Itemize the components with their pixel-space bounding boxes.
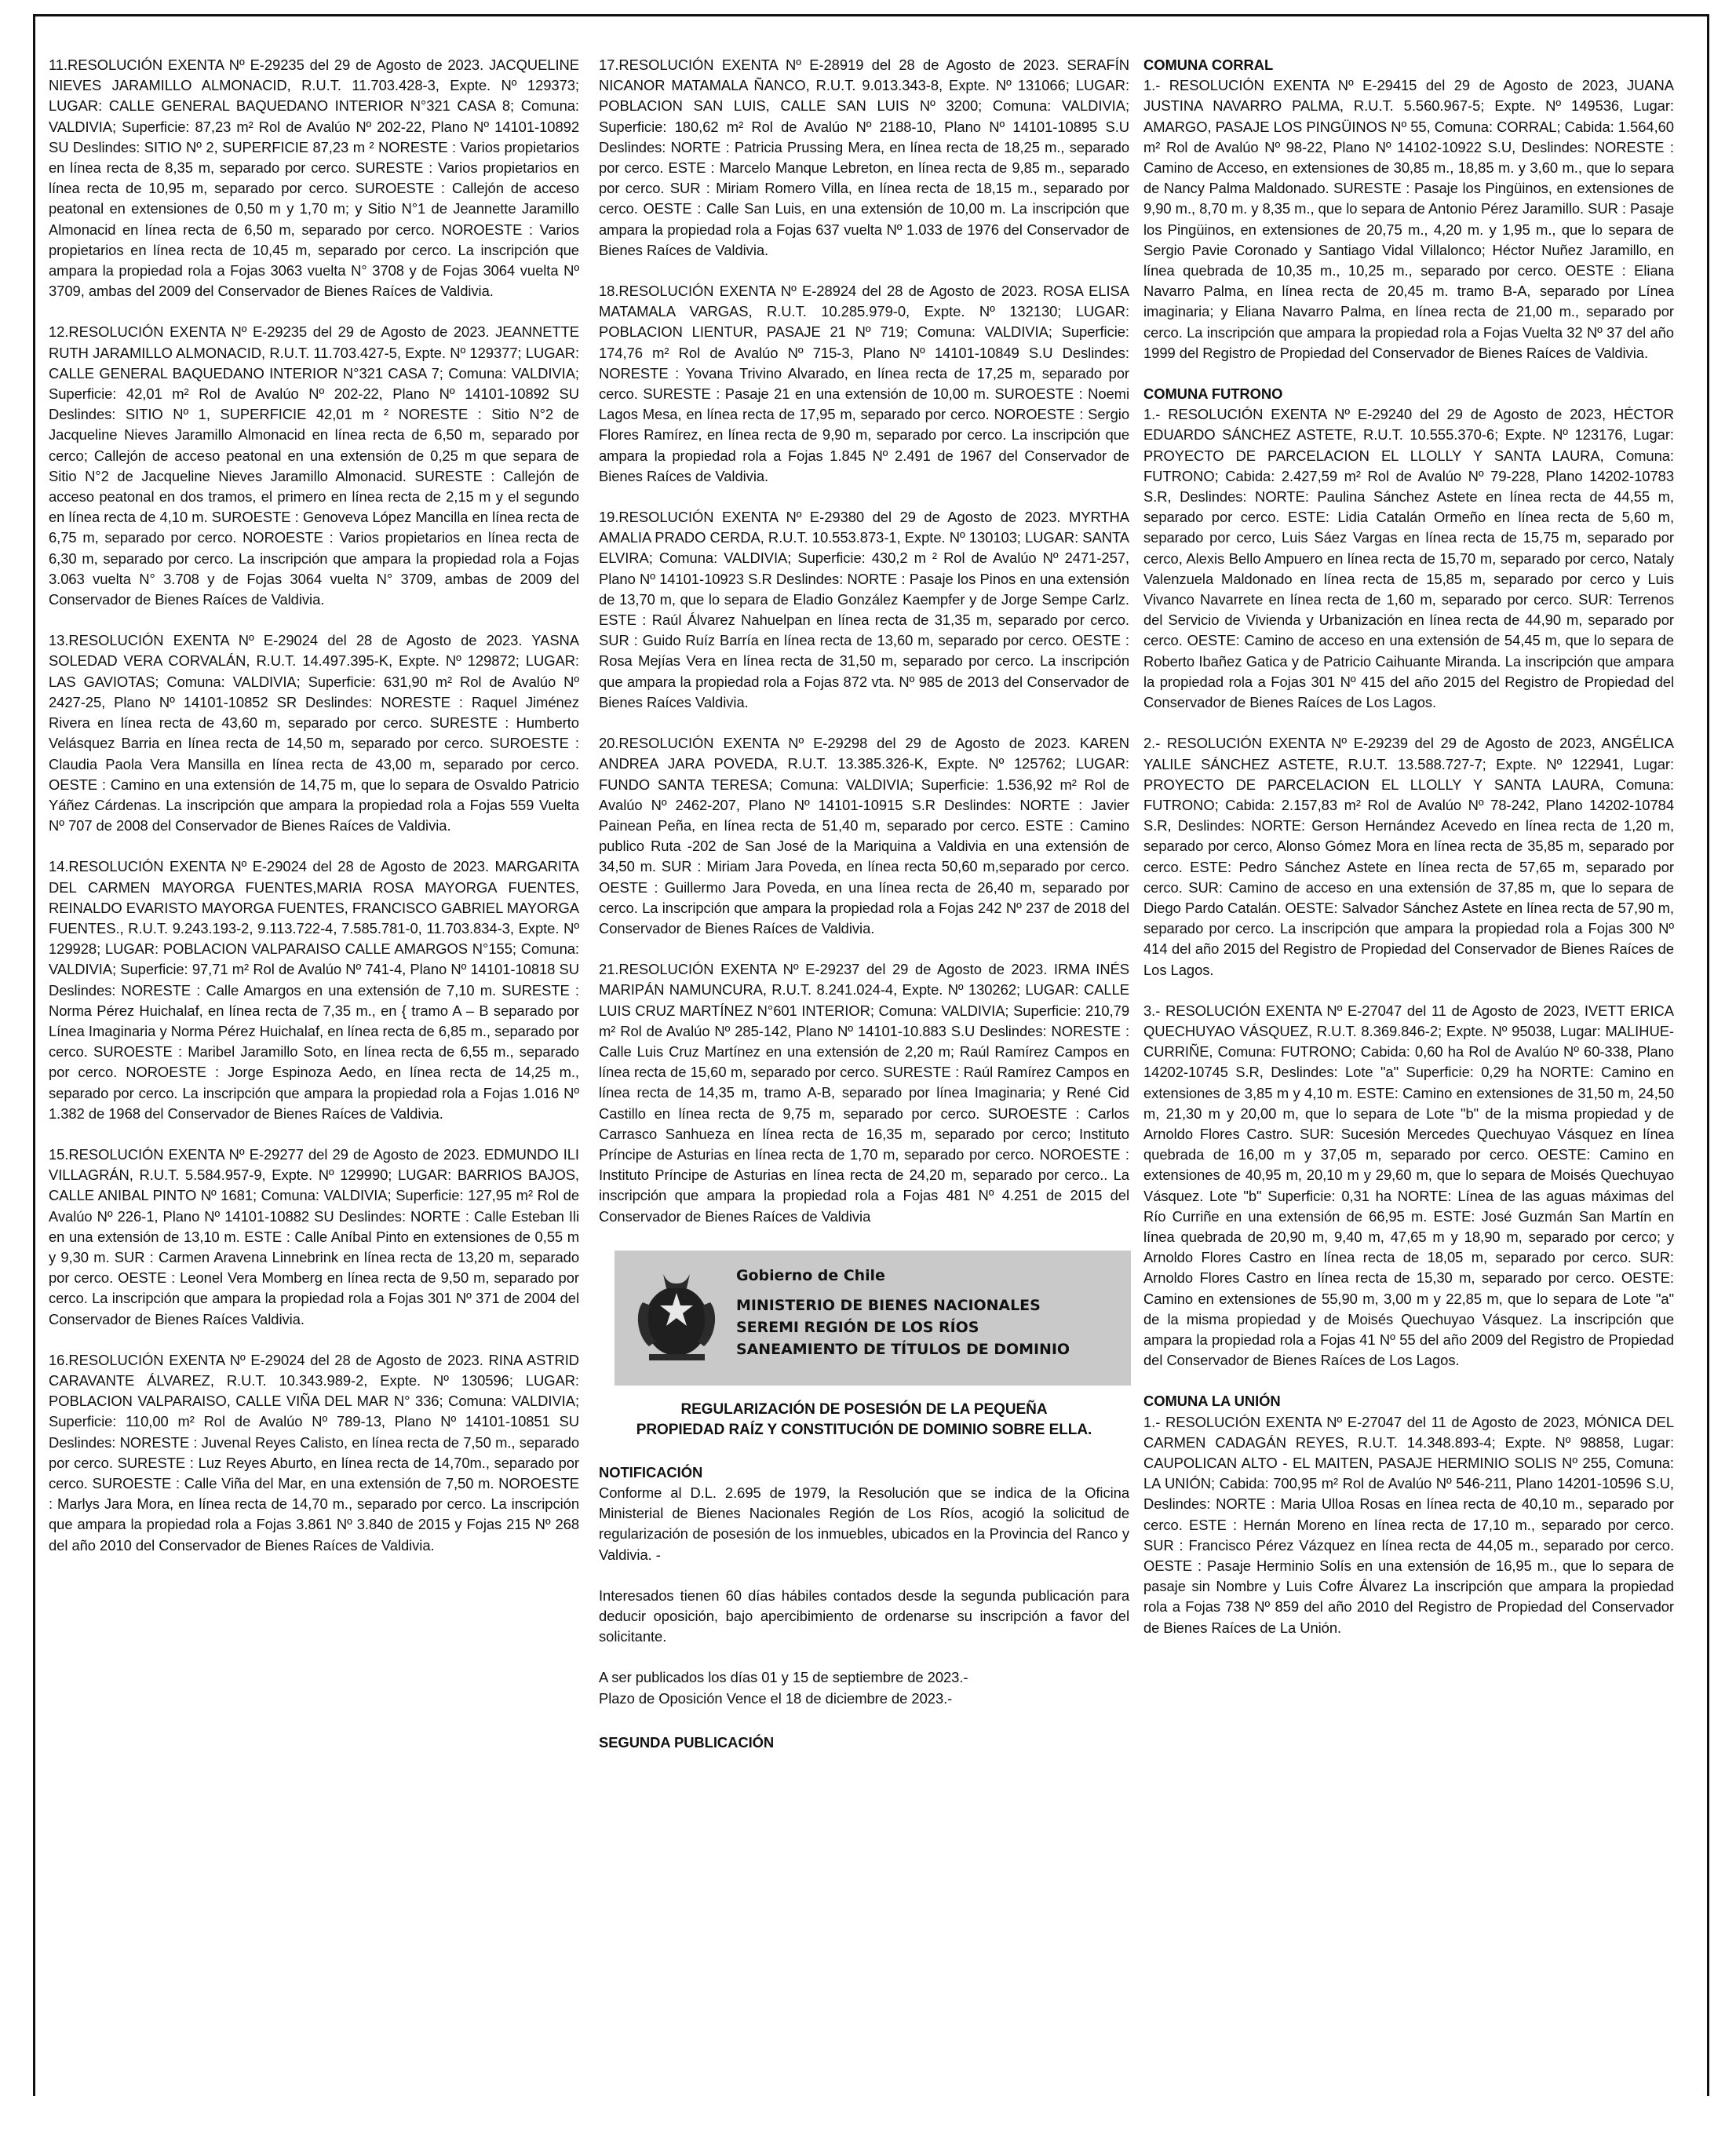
page-left-border	[33, 14, 35, 2096]
column-left	[49, 55, 579, 1576]
ministry-line-1: MINISTERIO DE BIENES NACIONALES	[736, 1296, 1041, 1314]
chile-coat-of-arms-icon	[632, 1266, 722, 1372]
notification-paragraph-2: Interesados tienen 60 días hábiles contados desde la segunda publicación para deducir oposición, bajo apercibimiento de ordenarse su inscripción a favor del solicitante.	[599, 1586, 1129, 1645]
column-middle	[599, 55, 1129, 1753]
regularization-title-line-1: REGULARIZACIÓN DE POSESIÓN DE LA PEQUEÑA	[680, 1400, 1048, 1418]
resolution-13: 13.RESOLUCIÓN EXENTA Nº E-29024 del 28 de Agosto de 2023. YASNA SOLEDAD VERA CORVALÁN, R.U.T. 14.497.395-K, Expte. Nº 129872; LUGAR: LAS GAVIOTAS; Comuna: VALDIVIA; Superficie: 631,90 m² Rol de Avalúo Nº 2427-25, Plano Nº 14101-10852 SR Deslindes: NORESTE : Raquel Jiménez Rivera en línea recta de 43,60 m, separado por cerco. SURESTE : Humberto Velásquez Barria en línea recta de 14,50 m, separado por cerco. SUROESTE : Claudia Paola Vera Mansilla en línea recta de 43,00 m, separado por cerco. OESTE : Camino en una extensión de 14,75 m, que lo separa de Osvaldo Patricio Yáñez Cárdenas. La inscripción que ampara la propiedad rola a Fojas 559 Vuelta Nº 707 de 2008 del Conservador de Bienes Raíces de Valdivia.	[49, 632, 579, 834]
futrono-resolution-2: 2.- RESOLUCIÓN EXENTA Nº E-29239 del 29 de Agosto de 2023, ANGÉLICA YALILE SÁNCHEZ ASTETE, R.U.T. 13.588.727-7; Expte. Nº 122941, Lugar: PROYECTO DE PARCELACION EL LLOLLY Y SANTA LAURA, Comuna: FUTRONO; Cabida: 2.157,83 m² Rol de Avalúo Nº 78-242, Plano 14202-10784 S.R, Deslindes: NORTE: Gerson Hernández Acevedo en línea recta de 1,20 m, separado por cerco, Alonso Gómez Mora en línea recta de 35,85 m, separado por cerco. ESTE: Pedro Sánchez Astete en línea recta de 57,65 m, separado por cerco. SUR: Camino de acceso en una extensión de 37,85 m, que lo separa de Diego Pardo Catalán. OESTE: Salvador Sánchez Astete en línea recta de 57,90 m, separado por cerco. La inscripción que ampara la propiedad rola a Fojas 300 Nº 414 del año 2015 del Registro de Propiedad del Conservador de Bienes Raíces de Los Lagos.	[1143, 735, 1674, 978]
section-heading-corral: COMUNA CORRAL	[1143, 57, 1274, 73]
resolution-12: 12.RESOLUCIÓN EXENTA Nº E-29235 del 29 de Agosto de 2023. JEANNETTE RUTH JARAMILLO ALMONACID, R.U.T. 11.703.427-5, Expte. Nº 129377; LUGAR: CALLE GENERAL BAQUEDANO INTERIOR N°321 CASA 7; Comuna: VALDIVIA; Superficie: 42,01 m² Rol de Avalúo Nº 202-22, Plano Nº 14101-10892 SU Deslindes: SITIO Nº 1, SUPERFICIE 42,01 m ² NORESTE : Sitio N°2 de Jacqueline Nieves Jaramillo Almonacid en línea recta de 6,50 m, separado por cerco; Callejón de acceso peatonal en una extensión de 0,25 m que separa de Sitio N°2 de Jacqueline Nieves Jaramillo Almonacid. SURESTE : Callejón de acceso peatonal en dos tramos, el primero en línea recta de 2,15 m y el segundo en línea recta de 4,10 m. SUROESTE : Genoveva López Mancilla en línea recta de 6,75 m, separado por cerco. NOROESTE : Varios propietarios en línea recta de 6,30 m, separado por cerco. La inscripción que ampara la propiedad rola a Fojas 3.063 vuelta N° 3.708 y de Fojas 3064 vuelta N° 3709, ambas de 2009 del Conservador de Bienes Raíces de Valdivia.	[49, 323, 579, 608]
corral-resolution-1: 1.- RESOLUCIÓN EXENTA Nº E-29415 del 29 de Agosto de 2023, JUANA JUSTINA NAVARRO PALMA, R.U.T. 5.560.967-5; Expte. Nº 149536, Lugar: AMARGO, PASAJE LOS PINGÜINOS Nº 55, Comuna: CORRAL; Cabida: 1.564,60 m² Rol de Avalúo Nº 98-22, Plano Nº 14102-10922 S.U, Deslindes: NORESTE : Camino de Acceso, en extensiones de 30,85 m., 18,85 m. y 3,60 m., que lo separa de Nancy Palma Maldonado. SURESTE : Pasaje los Pingüinos, en extensiones de 9,90 m., 8,70 m. y 8,35 m., que lo separa de Antonio Pérez Jaramillo. SUR : Pasaje los Pingüinos, en extensiones de 20,75 m., 4,20 m. y 1,95 m., que lo separa de Sergio Pavie Coronado y Santiago Vidal Villalonco; Héctor Nuñez Jaramillo, en línea quebrada de 10,35 m., 10,25 m., separado por cerco. OESTE : Eliana Navarro Palma, en línea recta de 20,45 m. tramo B-A, separado por Línea imaginaria; y Eliana Navarro Palma, en línea recta de 21,00 m., separado por cerco. La inscripción que ampara la propiedad rola a Fojas Vuelta 32 Nº 37 del año 1999 del Registro de Propiedad del Conservador de Bienes Raíces de Valdivia.	[1143, 77, 1674, 361]
regularization-title-line-2: PROPIEDAD RAÍZ Y CONSTITUCIÓN DE DOMINIO SOBRE ELLA.	[636, 1421, 1092, 1438]
column-right	[1143, 55, 1674, 1659]
resolution-14: 14.RESOLUCIÓN EXENTA Nº E-29024 del 28 de Agosto de 2023. MARGARITA DEL CARMEN MAYORGA FUENTES,MARIA ROSA MAYORGA FUENTES, REINALDO EVARISTO MAYORGA FUENTES, FRANCISCO GABRIEL MAYORGA FUENTES., R.U.T. 9.243.193-2, 9.113.722-4, 7.585.781-0, 11.703.834-3, Expte. Nº 129928; LUGAR: POBLACION VALPARAISO CALLE AMARGOS N°155; Comuna: VALDIVIA; Superficie: 97,71 m² Rol de Avalúo Nº 741-4, Plano Nº 14101-10818 SU Deslindes: NORESTE : Calle Amargos en una extensión de 7,10 m. SURESTE : Norma Pérez Huichalaf, en línea recta de 7,35 m., en { tramo A – B separado por Línea Imaginaria y Norma Pérez Huichalaf, en línea recta de 6,85 m., separado por cerco. SUROESTE : Maribel Jaramillo Soto, en línea recta de 6,55 m., separado por cerco. NOROESTE : Jorge Espinoza Aedo, en línea recta de 14,25 m., separado por cerco. La inscripción que ampara la propiedad rola a Fojas 1.016 Nº 1.382 de 1968 del Conservador de Bienes Raíces de Valdivia.	[49, 858, 579, 1122]
futrono-resolution-1: 1.- RESOLUCIÓN EXENTA Nº E-29240 del 29 de Agosto de 2023, HÉCTOR EDUARDO SÁNCHEZ ASTETE, R.U.T. 10.555.370-6; Expte. Nº 123176, Lugar: PROYECTO DE PARCELACION EL LLOLLY Y SANTA LAURA, Comuna: FUTRONO; Cabida: 2.427,59 m² Rol de Avalúo Nº 79-228, Plano 14202-10783 S.R, Deslindes: NORTE: Paulina Sánchez Astete en línea recta de 44,55 m, separado por cerco. ESTE: Lidia Catalán Ormeño en línea recta de 5,60 m, separado por cerco, Luis Sáez Vargas en línea recta de 15,75 m, separado por cerco, Alexis Bello Ampuero en línea recta de 15,70 m, separado por cerco, Nataly Valenzuela Maldonado en línea recta de 15,85 m, separado por cerco y Luis Vivanco Navarrete en línea recta de 1,60 m, separado por cerco. SUR: Terrenos del Servicio de Vivienda y Urbanización en línea recta de 44,90 m, separado por cerco. OESTE: Camino de acceso en una extensión de 54,45 m, que lo separa de Roberto Ibañez Gatica y de Patricio Caihuante Miranda. La inscripción que ampara la propiedad rola a Fojas 301 Nº 415 del año 2015 del Registro de Propiedad del Conservador de Bienes Raíces de Los Lagos.	[1143, 406, 1674, 711]
second-publication-label: SEGUNDA PUBLICACIÓN	[599, 1733, 775, 1751]
resolution-19: 19.RESOLUCIÓN EXENTA Nº E-29380 del 29 de Agosto de 2023. MYRTHA AMALIA PRADO CERDA, R.U.T. 10.553.873-1, Expte. Nº 130103; LUGAR: SANTA ELVIRA; Comuna: VALDIVIA; Superficie: 430,2 m ² Rol de Avalúo Nº 2471-257, Plano Nº 14101-10923 S.R Deslindes: NORTE : Pasaje los Pinos en una extensión de 13,70 m, que lo separa de Eladio González Kaempfer y de Jorge Sempe Carlz. ESTE : Raúl Álvarez Nahuelpan en línea recta de 31,35 m, separado por cerco. SUR : Guido Ruíz Barría en línea recta de 13,60 m, separado por cerco. OESTE : Rosa Mejías Vera en línea recta de 31,50 m, separado por cerco. La inscripción que ampara la propiedad rola a Fojas 872 vta. Nº 985 de 2013 del Conservador de Bienes Raíces Valdivia.	[599, 509, 1129, 710]
section-heading-la-union: COMUNA LA UNIÓN	[1143, 1393, 1281, 1410]
resolution-20: 20.RESOLUCIÓN EXENTA Nº E-29298 del 29 de Agosto de 2023. KAREN ANDREA JARA POVEDA, R.U.T. 13.385.326-K, Expte. Nº 125762; LUGAR: FUNDO SANTA TERESA; Comuna: VALDIVIA; Superficie: 1.536,92 m² Rol de Avalúo Nº 2462-207, Plano Nº 14101-10915 S.R Deslindes: NORTE : Javier Painean Peña, en línea recta de 51,40 m, separado por cerco. ESTE : Camino publico Ruta -202 de San José de la Mariquina a Valdivia en una extensión de 34,50 m. SUR : Miriam Jara Poveda, en línea recta 50,60 m,separado por cerco. OESTE : Guillermo Jara Poveda, en una línea recta de 26,40 m, separado por cerco. La inscripción que ampara la propiedad rola a Fojas 242 Nº 237 de 2018 del Conservador de Bienes Raíces de Valdivia.	[599, 735, 1129, 937]
ministry-banner	[615, 1251, 1131, 1386]
notification-title: NOTIFICACIÓN	[599, 1463, 703, 1481]
resolution-11: 11.RESOLUCIÓN EXENTA Nº E-29235 del 29 de Agosto de 2023. JACQUELINE NIEVES JARAMILLO ALMONACID, R.U.T. 11.703.428-3, Expte. Nº 129373; LUGAR: CALLE GENERAL BAQUEDANO INTERIOR N°321 CASA 8; Comuna: VALDIVIA; Superficie: 87,23 m² Rol de Avalúo Nº 202-22, Plano Nº 14101-10892 SU Deslindes: SITIO Nº 2, SUPERFICIE 87,23 m ² NORESTE : Varios propietarios en línea recta de 8,35 m, separado por cerco. SURESTE : Varios propietarios en línea recta de 10,95 m, separado por cerco. SUROESTE : Callejón de acceso peatonal en extensiones de 0,50 m y 1,70 m; y Sitio N°1 de Jeannette Jaramillo Almonacid en línea recta de 6,50 m, separado por cerco. NOROESTE : Varios propietarios en línea recta de 10,45 m, separado por cerco. La inscripción que ampara la propiedad rola a Fojas 3063 vuelta N° 3708 y de Fojas 3064 vuelta Nº 3709, ambas del 2009 del Conservador de Bienes Raíces de Valdivia.	[49, 57, 579, 300]
resolution-16: 16.RESOLUCIÓN EXENTA Nº E-29024 del 28 de Agosto de 2023. RINA ASTRID CARAVANTE ÁLVAREZ, R.U.T. 10.343.989-2, Expte. Nº 130596; LUGAR: POBLACION VALPARAISO, CALLE VIÑA DEL MAR N° 336; Comuna: VALDIVIA; Superficie: 110,00 m² Rol de Avalúo Nº 789-13, Plano Nº 14101-10851 SU Deslindes: NORESTE : Juvenal Reyes Calisto, en línea recta de 7,50 m., separado por cerco. SURESTE : Luz Reyes Aburto, en línea recta de 14,70m., separado por cerco. SUROESTE : Calle Viña del Mar, en una extensión de 7,50 m. NOROESTE : Marlys Jara Mora, en línea recta de 14,70 m., separado por cerco. La inscripción que ampara la propiedad rola a Fojas 3.861 Nº 3.840 de 2015 y Fojas 215 Nº 268 del año 2010 del Conservador de Bienes Raíces de Valdivia.	[49, 1351, 579, 1554]
resolution-17: 17.RESOLUCIÓN EXENTA Nº E-28919 del 28 de Agosto de 2023. SERAFÍN NICANOR MATAMALA ÑANCO, R.U.T. 9.013.343-8, Expte. Nº 131066; LUGAR: POBLACION SAN LUIS, CALLE SAN LUIS Nº 3200; Comuna: VALDIVIA; Superficie: 180,62 m² Rol de Avalúo Nº 2188-10, Plano Nº 14101-10895 S.U Deslindes: NORTE : Patricia Prussing Mera, en línea recta de 18,25 m., separado por cerco. ESTE : Marcelo Manque Lebreton, en línea recta de 9,85 m., separado por cerco. SUR : Miriam Romero Villa, en línea recta de 18,15 m., separado por cerco. OESTE : Calle San Luis, en una extensión de 10,00 m. La inscripción que ampara la propiedad rola a Fojas 637 vuelta Nº 1.033 de 1976 del Conservador de Bienes Raíces de Valdivia.	[599, 57, 1129, 258]
government-label: Gobierno de Chile	[736, 1266, 885, 1284]
page-right-border	[1707, 14, 1709, 2096]
publication-dates	[599, 1667, 1129, 1708]
publication-line-1: A ser publicados los días 01 y 15 de septiembre de 2023.-	[599, 1669, 968, 1686]
notification-paragraph-1: Conforme al D.L. 2.695 de 1979, la Resolución que se indica de la Oficina Ministerial de Bienes Nacionales Región de Los Ríos, acogió la solicitud de regularización de posesión de los inmuebles, ubicados en la Provincia del Ranco y Valdivia. -	[599, 1484, 1129, 1563]
ministry-line-2: SEREMI REGIÓN DE LOS RÍOS	[736, 1318, 979, 1336]
ministry-line-3: SANEAMIENTO DE TÍTULOS DE DOMINIO	[736, 1340, 1070, 1358]
la-union-resolution-1: 1.- RESOLUCIÓN EXENTA Nº E-27047 del 11 de Agosto de 2023, MÓNICA DEL CARMEN CADAGÁN REYES, R.U.T. 14.348.893-4; Expte. Nº 98858, Lugar: CAUPOLICAN ALTO - EL MAITEN, PASAJE HERMINIO SOLIS Nº 255, Comuna: LA UNIÓN; Cabida: 700,95 m² Rol de Avalúo Nº 546-211, Plano 14201-10596 S.U, Deslindes: NORTE : Maria Ulloa Rosas en línea recta de 40,10 m., separado por cerco. ESTE : Hernán Moreno en línea recta de 17,10 m., separado por cerco. SUR : Francisco Pérez Vázquez en línea recta de 44,05 m., separado por cerco. OESTE : Pasaje Herminio Solís en una extensión de 16,95 m., que lo separa de pasaje sin Nombre y Luis Cofre Álvarez La inscripción que ampara la propiedad rola a Fojas 738 Nº 859 del año 2010 del Registro de Propiedad del Conservador de Bienes Raíces de La Unión.	[1143, 1413, 1674, 1636]
futrono-resolution-3: 3.- RESOLUCIÓN EXENTA Nº E-27047 del 11 de Agosto de 2023, IVETT ERICA QUECHUYAO VÁSQUEZ, R.U.T. 8.369.846-2; Expte. Nº 95038, Lugar: MALIHUE-CURRIÑE, Comuna: FUTRONO; Cabida: 0,60 ha Rol de Avalúo Nº 60-338, Plano 14202-10745 S.R, Deslindes: Lote "a" Superficie: 0,29 ha NORTE: Camino en extensiones de 3,85 m y 4,10 m. ESTE: Camino en extensiones de 31,50 m, 24,50 m, 21,30 m y 20,00 m, que lo separa de Lote "b" de la misma propiedad y de Arnoldo Flores Castro. SUR: Sucesión Mercedes Quechuyao Vásquez en línea quebrada de 16,00 m y 37,05 m, separado por cerco. OESTE: Camino en extensiones de 40,95 m, 20,10 m y 29,60 m, que lo separa de Moisés Quechuyao Vásquez. Lote "b" Superficie: 0,31 ha NORTE: Línea de las aguas máximas del Río Curriñe en una extensión de 66,95 m. ESTE: José Guzmán San Martín en línea quebrada de 20,90 m, 9,40 m, 47,65 m y 18,90 m, separado por cerco; y Arnoldo Flores Castro en línea recta de 18,05 m, separado por cerco. SUR: Arnoldo Flores Castro en línea recta de 15,30 m, separado por cerco. OESTE: Camino en extensiones de 55,90 m, 3,00 m y 22,85 m, que lo separa de Lote "a" de la misma propiedad y de Moisés Quechuyao Vásquez. La inscripción que ampara la propiedad rola a Fojas 41 Nº 55 del año 2009 del Registro de Propiedad del Conservador de Bienes Raíces de Los Lagos.	[1143, 1002, 1674, 1369]
resolution-15: 15.RESOLUCIÓN EXENTA Nº E-29277 del 29 de Agosto de 2023. EDMUNDO ILI VILLAGRÁN, R.U.T. 5.584.957-9, Expte. Nº 129990; LUGAR: BARRIOS BAJOS, CALLE ANIBAL PINTO Nº 1681; Comuna: VALDIVIA; Superficie: 127,95 m² Rol de Avalúo Nº 226-1, Plano Nº 14101-10882 SU Deslindes: NORTE : Calle Esteban Ili en una extensión de 13,10 m. ESTE : Calle Aníbal Pinto en extensiones de 0,55 m y 9,30 m. SUR : Carmen Aravena Linnebrink en línea recta de 13,20 m, separado por cerco. OESTE : Leonel Vera Momberg en línea recta de 9,50 m, separado por cerco. La inscripción que ampara la propiedad rola a Fojas 301 Nº 371 de 2004 del Conservador de Bienes Raíces Valdivia.	[49, 1145, 579, 1327]
regularization-title	[599, 1400, 1129, 1440]
publication-line-2: Plazo de Oposición Vence el 18 de diciembre de 2023.-	[599, 1689, 953, 1707]
resolution-21: 21.RESOLUCIÓN EXENTA Nº E-29237 del 29 de Agosto de 2023. IRMA INÉS MARIPÁN NAMUNCURA, R.U.T. 8.241.024-4, Expte. Nº 130262; LUGAR: CALLE LUIS CRUZ MARTÍNEZ N°601 INTERIOR; Comuna: VALDIVIA; Superficie: 210,79 m² Rol de Avalúo Nº 285-142, Plano Nº 14101-10.883 S.U Deslindes: NORESTE : Calle Luis Cruz Martínez en una extensión de 2,20 m; Raúl Ramírez Campos en línea recta de 15,60 m, separado por cerco. SURESTE : Raúl Ramírez Campos en línea recta de 14,35 m, tramo A-B, separado por línea Imaginaria; y René Cid Castillo en línea recta de 9,75 m, separado por cerco. SUROESTE : Carlos Carrasco Sanhueza en línea recta de 16,35 m, separado por cerco; Instituto Príncipe de Asturias en línea recta de 1,70 m, separado por cerco. NOROESTE : Instituto Príncipe de Asturias en línea recta de 24,20 m, separado por cerco.. La inscripción que ampara la propiedad rola a Fojas 481 Nº 4.251 de 2015 del Conservador de Bienes Raíces de Valdivia	[599, 961, 1129, 1225]
page-top-border	[33, 14, 1709, 16]
resolution-18: 18.RESOLUCIÓN EXENTA Nº E-28924 del 28 de Agosto de 2023. ROSA ELISA MATAMALA VARGAS, R.U.T. 10.285.979-0, Expte. Nº 132130; LUGAR: POBLACION LIENTUR, PASAJE 21 Nº 719; Comuna: VALDIVIA; Superficie: 174,76 m² Rol de Avalúo Nº 715-3, Plano Nº 14101-10849 S.U Deslindes: NORESTE : Yovana Trivino Alvarado, en línea recta de 17,25 m, separado por cerco. SURESTE : Pasaje 21 en una extensión de 10,00 m. SUROESTE : Noemi Lagos Mesa, en línea recta de 17,95 m, separado por cerco. NOROESTE : Sergio Flores Ramírez, en línea recta de 9,90 m, separado por cerco. La inscripción que ampara la propiedad rola a Fojas 1.845 Nº 2.491 de 1967 del Conservador de Bienes Raíces de Valdivia.	[599, 283, 1129, 484]
section-heading-futrono: COMUNA FUTRONO	[1143, 385, 1283, 403]
